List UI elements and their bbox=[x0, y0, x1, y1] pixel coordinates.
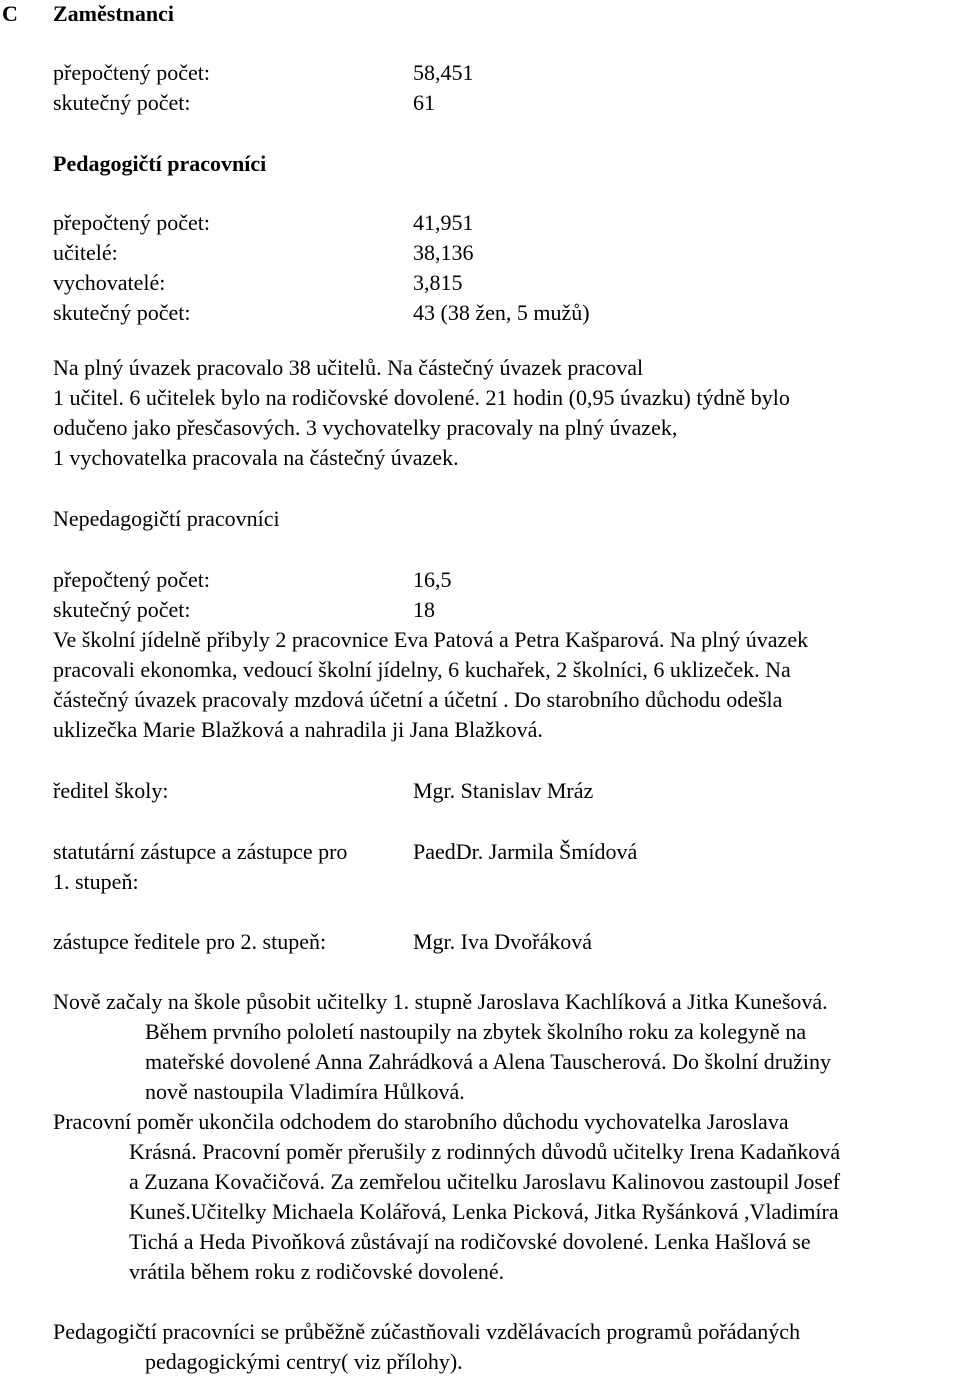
paragraph-line: Pedagogičtí pracovníci se průběžně zúčastňovali vzdělávacích programů pořádaných bbox=[53, 1319, 801, 1344]
pedagogical-heading: Pedagogičtí pracovníci bbox=[53, 151, 267, 176]
paragraph-line: Tichá a Heda Pivoňková zůstávají na rodičovské dovolené. Lenka Hašlová se bbox=[129, 1229, 811, 1254]
management-role: zástupce ředitele pro 2. stupeň: bbox=[53, 929, 327, 954]
overview-label: skutečný počet: bbox=[53, 90, 191, 115]
section-letter: C bbox=[2, 1, 18, 26]
management-name: Mgr. Stanislav Mráz bbox=[413, 778, 594, 803]
pedagogical-label: skutečný počet: bbox=[53, 300, 191, 325]
paragraph-line: Během prvního pololetí nastoupily na zbytek školního roku za kolegyně na bbox=[145, 1019, 807, 1044]
overview-value: 58,451 bbox=[413, 60, 474, 85]
management-role: statutární zástupce a zástupce pro bbox=[53, 839, 348, 864]
overview-value: 61 bbox=[413, 90, 435, 115]
paragraph-line: Nově začaly na škole působit učitelky 1. stupně Jaroslava Kachlíková a Jitka Kunešová. bbox=[53, 989, 828, 1014]
paragraph-line: Kuneš.Učitelky Michaela Kolářová, Lenka Picková, Jitka Ryšánková ,Vladimíra bbox=[129, 1199, 839, 1224]
non-pedagogical-heading: Nepedagogičtí pracovníci bbox=[53, 506, 280, 531]
non-pedagogical-value: 18 bbox=[413, 597, 435, 622]
paragraph-line: uklizečka Marie Blažková a nahradila ji Jana Blažková. bbox=[53, 717, 543, 742]
paragraph-line: pracovali ekonomka, vedoucí školní jídelny, 6 kuchařek, 2 školníci, 6 uklizeček. Na bbox=[53, 657, 791, 682]
non-pedagogical-label: skutečný počet: bbox=[53, 597, 191, 622]
section-title bbox=[0, 0, 700, 28]
management-role: 1. stupeň: bbox=[53, 869, 139, 894]
non-pedagogical-label: přepočtený počet: bbox=[53, 567, 210, 592]
overview-label: přepočtený počet: bbox=[53, 60, 210, 85]
paragraph-line: 1 vychovatelka pracovala na částečný úvazek. bbox=[53, 445, 459, 470]
paragraph-line: 1 učitel. 6 učitelek bylo na rodičovské dovolené. 21 hodin (0,95 úvazku) týdně bylo bbox=[53, 385, 790, 410]
paragraph-line: a Zuzana Kovačičová. Za zemřelou učitelku Jaroslavu Kalinovou zastoupil Josef bbox=[129, 1169, 841, 1194]
non-pedagogical-value: 16,5 bbox=[413, 567, 452, 592]
paragraph-line: Pracovní poměr ukončila odchodem do starobního důchodu vychovatelka Jaroslava bbox=[53, 1109, 789, 1134]
pedagogical-label: přepočtený počet: bbox=[53, 210, 210, 235]
pedagogical-value: 3,815 bbox=[413, 270, 463, 295]
management-role: ředitel školy: bbox=[53, 778, 169, 803]
paragraph-line: Na plný úvazek pracovalo 38 učitelů. Na částečný úvazek pracoval bbox=[53, 355, 644, 380]
paragraph-line: částečný úvazek pracovaly mzdová účetní a účetní . Do starobního důchodu odešla bbox=[53, 687, 783, 712]
paragraph-line: mateřské dovolené Anna Zahrádková a Alena Tauscherová. Do školní družiny bbox=[145, 1049, 831, 1074]
pedagogical-label: učitelé: bbox=[53, 240, 118, 265]
section-title-text: Zaměstnanci bbox=[53, 1, 174, 26]
pedagogical-value: 41,951 bbox=[413, 210, 474, 235]
pedagogical-label: vychovatelé: bbox=[53, 270, 166, 295]
paragraph-line: nově nastoupila Vladimíra Hůlková. bbox=[145, 1079, 465, 1104]
paragraph-line: vrátila během roku z rodičovské dovolené. bbox=[129, 1259, 505, 1284]
paragraph-line: Krásná. Pracovní poměr přerušily z rodinných důvodů učitelky Irena Kadaňková bbox=[129, 1139, 841, 1164]
paragraph-line: pedagogickými centry( viz přílohy). bbox=[145, 1349, 463, 1374]
pedagogical-value: 43 (38 žen, 5 mužů) bbox=[413, 300, 590, 325]
management-name: Mgr. Iva Dvořáková bbox=[413, 929, 593, 954]
paragraph-line: odučeno jako přesčasových. 3 vychovatelky pracovaly na plný úvazek, bbox=[53, 415, 678, 440]
management-name: PaedDr. Jarmila Šmídová bbox=[413, 839, 638, 864]
paragraph-line: Ve školní jídelně přibyly 2 pracovnice Eva Patová a Petra Kašparová. Na plný úvazek bbox=[53, 627, 809, 652]
pedagogical-value: 38,136 bbox=[413, 240, 474, 265]
